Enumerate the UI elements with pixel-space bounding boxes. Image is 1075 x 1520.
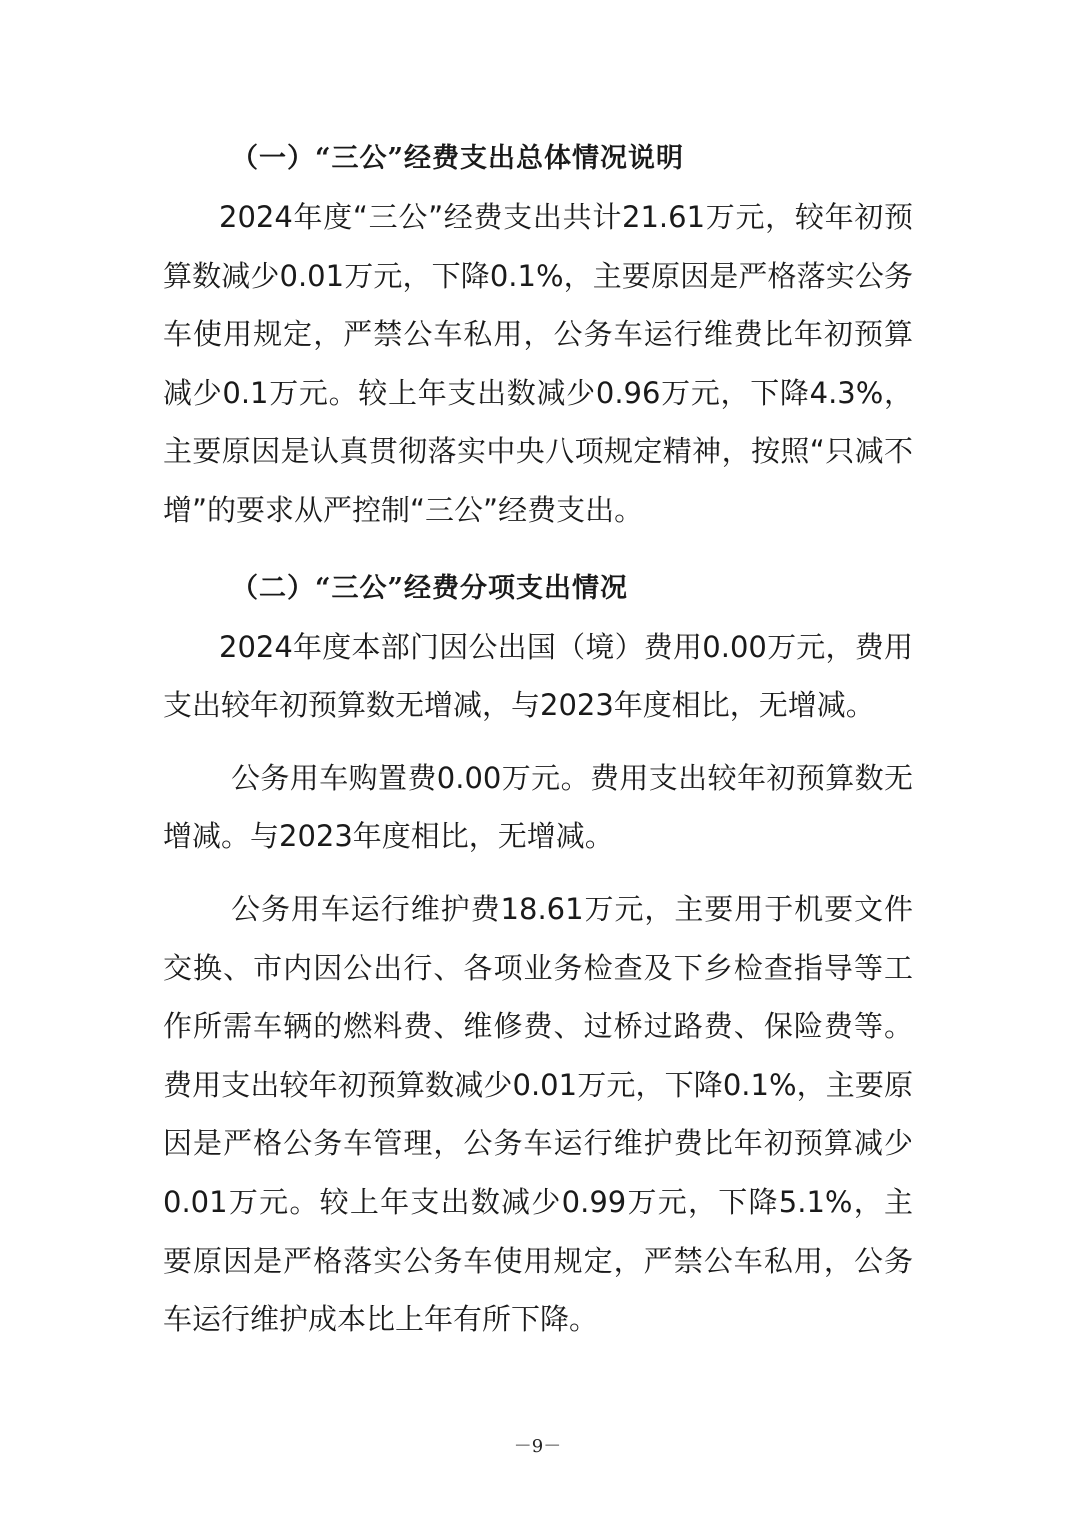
paragraph-spacer <box>163 735 913 749</box>
paragraph-vehicle-purchase: 公务用车购置费0.00万元。费用支出较年初预算数无增减。与2023年度相比，无增减。 <box>163 760 913 854</box>
section-heading-overall: （一）“三公”经费支出总体情况说明 <box>231 143 685 174</box>
paragraph-overseas-travel: 2024年度本部门因公出国（境）费用0.00万元，费用支出较年初预算数无增减，与2023年度相比，无增减。 <box>163 629 913 723</box>
section-heading-itemized: （二）“三公”经费分项支出情况 <box>231 572 629 604</box>
paragraph-spacer <box>163 866 913 880</box>
section-spacer <box>163 540 913 560</box>
page-number: －9－ <box>513 1436 562 1457</box>
paragraph-overall: 2024年度“三公”经费支出共计21.61万元，较年初预算数减少0.01万元，下降0.1%，主要原因是严格落实公务车使用规定，严禁公车私用，公务车运行维费比年初预算减少0.1万元。较上年支出数减少0.96万元，下降4.3%，主要原因是认真贯彻落实中央八项规定精神，按照“只减不增”的要求从严控制“三公”经费支出。 <box>163 200 913 527</box>
document-body <box>163 130 913 1349</box>
paragraph-vehicle-maintenance: 公务用车运行维护费18.61万元，主要用于机要文件交换、市内因公出行、各项业务检查及下乡检查指导等工作所需车辆的燃料费、维修费、过桥过路费、保险费等。费用支出较年初预算数减少0.01万元，下降0.1%，主要原因是严格公务车管理，公务车运行维护费比年初预算减少0.01万元。较上年支出数减少0.99万元，下降5.1%，主要原因是严格落实公务车使用规定，严禁公车私用，公务车运行维护成本比上年有所下降。 <box>163 891 913 1337</box>
